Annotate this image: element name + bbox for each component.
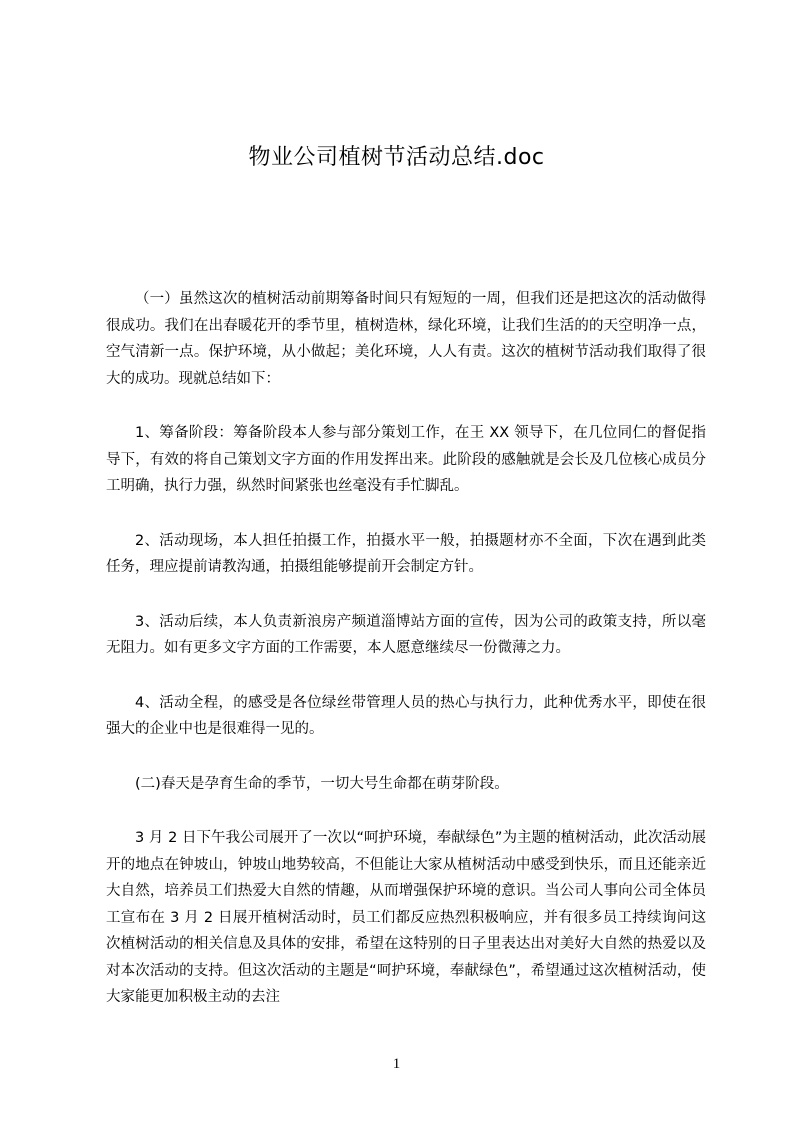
paragraph-march-activity: 3 月 2 日下午我公司展开了一次以“呵护环境，奉献绿色”为主题的植树活动，此次活动展开的地点在钟坡山，钟坡山地势较高，不但能让大家从植树活动中感受到快乐，而且还能亲近大自然，培养员工们热爱大自然的情趣，从而增强保护环境的意识。当公司人事向公司全体员工宣布在 3 月 2 日展开植树活动时，员工们都反应热烈积极响应，并有很多员工持续询问这次植树活动的相关信息及具体的安排，希望在这特别的日子里表达出对美好大自然的热爱以及对本次活动的支持。但这次活动的主题是“呵护环境，奉献绿色”，希望通过这次植树活动，使大家能更加积极主动的去注: [106, 830, 706, 1005]
paragraph-item-1: 1、筹备阶段：筹备阶段本人参与部分策划工作，在王 XX 领导下，在几位同仁的督促指导下，有效的将自己策划文字方面的作用发挥出来。此阶段的感触就是会长及几位核心成员分工明确，执行力强，纵然时间紧张也丝毫没有手忙脚乱。: [106, 425, 706, 494]
page-number: 1: [392, 1056, 401, 1072]
paragraph-intro: （一）虽然这次的植树活动前期筹备时间只有短短的一周，但我们还是把这次的活动做得很成功。我们在出春暖花开的季节里，植树造林，绿化环境，让我们生活的的天空明净一点，空气清新一点。保护环境，从小做起；美化环境，人人有责。这次的植树节活动我们取得了很大的成功。现就总结如下：: [106, 291, 706, 387]
document-body: [106, 286, 706, 1011]
document-title: 物业公司植树节活动总结.doc: [248, 145, 545, 170]
paragraph-item-2: 2、活动现场，本人担任拍摄工作，拍摄水平一般，拍摄题材亦不全面，下次在遇到此类任务，理应提前请教沟通，拍摄组能够提前开会制定方针。: [106, 532, 706, 575]
paragraph-item-3: 3、活动后续，本人负责新浪房产频道淄博站方面的宣传，因为公司的政策支持，所以毫无阻力。如有更多文字方面的工作需要，本人愿意继续尽一份微薄之力。: [106, 613, 706, 656]
paragraph-section-2: (二)春天是孕育生命的季节，一切大号生命都在萌芽阶段。: [135, 775, 509, 792]
paragraph-item-4: 4、活动全程，的感受是各位绿丝带管理人员的热心与执行力，此种优秀水平，即使在很强大的企业中也是很难得一见的。: [106, 694, 706, 737]
